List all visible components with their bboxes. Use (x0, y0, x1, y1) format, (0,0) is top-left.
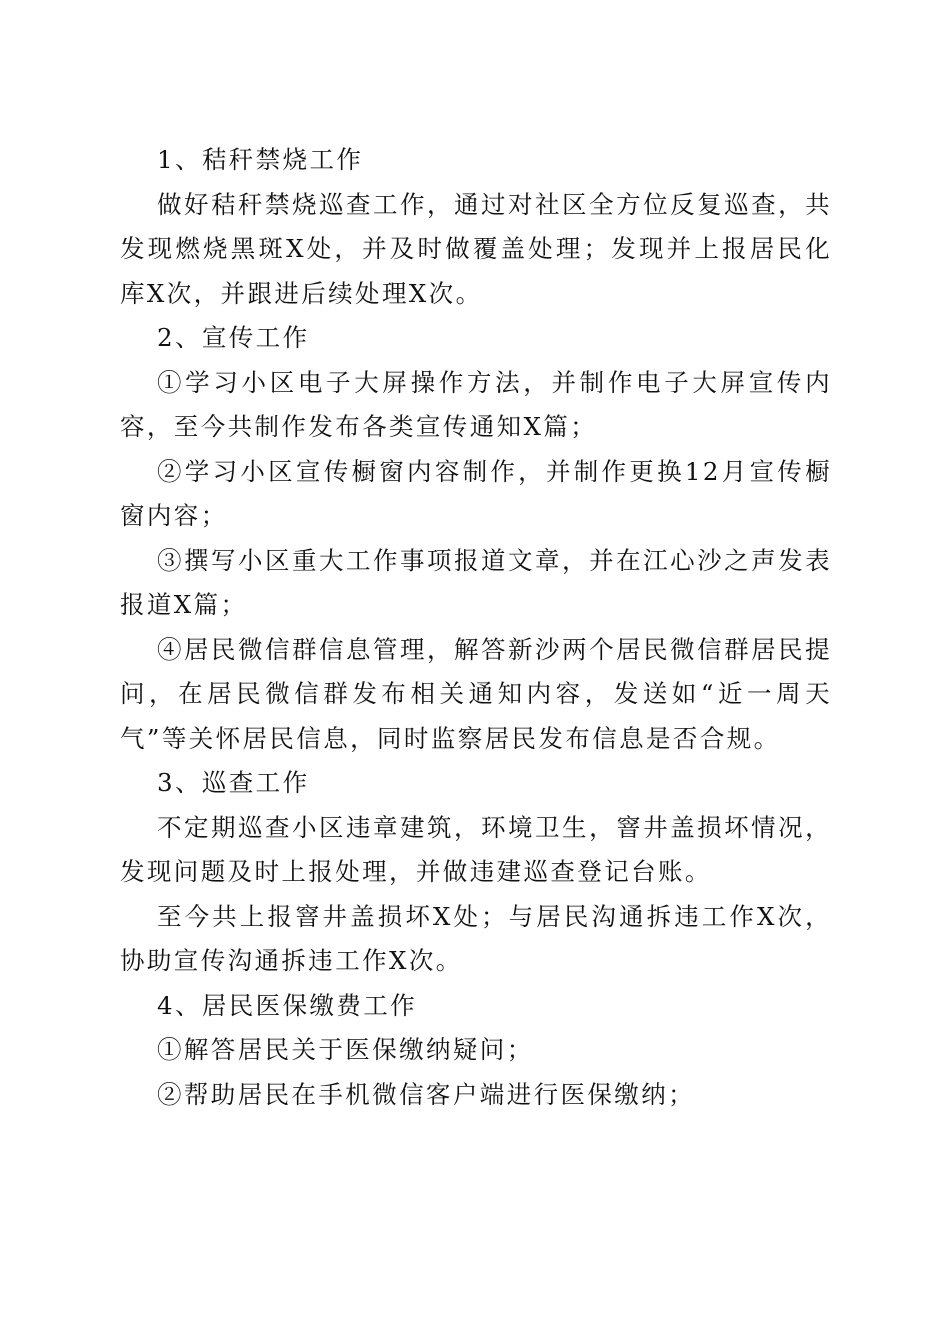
list-item-medical-insurance-1: ①解答居民关于医保缴纳疑问； (157, 1035, 534, 1064)
paragraph-straw-burning-details: 做好秸秆禁烧巡查工作，通过对社区全方位反复巡查，共发现燃烧黑斑X处，并及时做覆盖处理；发现并上报居民化库X次，并跟进后续处理X次。 (120, 189, 832, 308)
document-body (120, 138, 832, 1117)
list-item-publicity-1: ①学习小区电子大屏操作方法，并制作电子大屏宣传内容，至今共制作发布各类宣传通知X篇； (120, 367, 832, 441)
list-item-publicity-2: ②学习小区宣传橱窗内容制作，并制作更换12月宣传橱窗内容； (120, 456, 832, 530)
section-heading-publicity: 2、宣传工作 (157, 323, 310, 352)
list-item-medical-insurance-2: ②帮助居民在手机微信客户端进行医保缴纳； (157, 1079, 695, 1109)
paragraph-inspection-summary: 至今共上报窨井盖损坏X处；与居民沟通拆违工作X次，协助宣传沟通拆违工作X次。 (120, 901, 832, 975)
list-item-publicity-4: ④居民微信群信息管理，解答新沙两个居民微信群居民提问，在居民微信群发布相关通知内容，发送如“近一周天气”等关怀居民信息，同时监察居民发布信息是否合规。 (120, 634, 832, 753)
section-heading-medical-insurance: 4、居民医保缴费工作 (157, 990, 418, 1020)
list-item-publicity-3: ③撰写小区重大工作事项报道文章，并在江心沙之声发表报道X篇； (120, 545, 832, 619)
paragraph-inspection-details: 不定期巡查小区违章建筑，环境卫生，窨井盖损坏情况，发现问题及时上报处理，并做违建巡查登记台账。 (120, 812, 832, 886)
section-heading-inspection: 3、巡查工作 (157, 768, 310, 797)
section-heading-straw-burning: 1、秸秆禁烧工作 (157, 145, 364, 174)
